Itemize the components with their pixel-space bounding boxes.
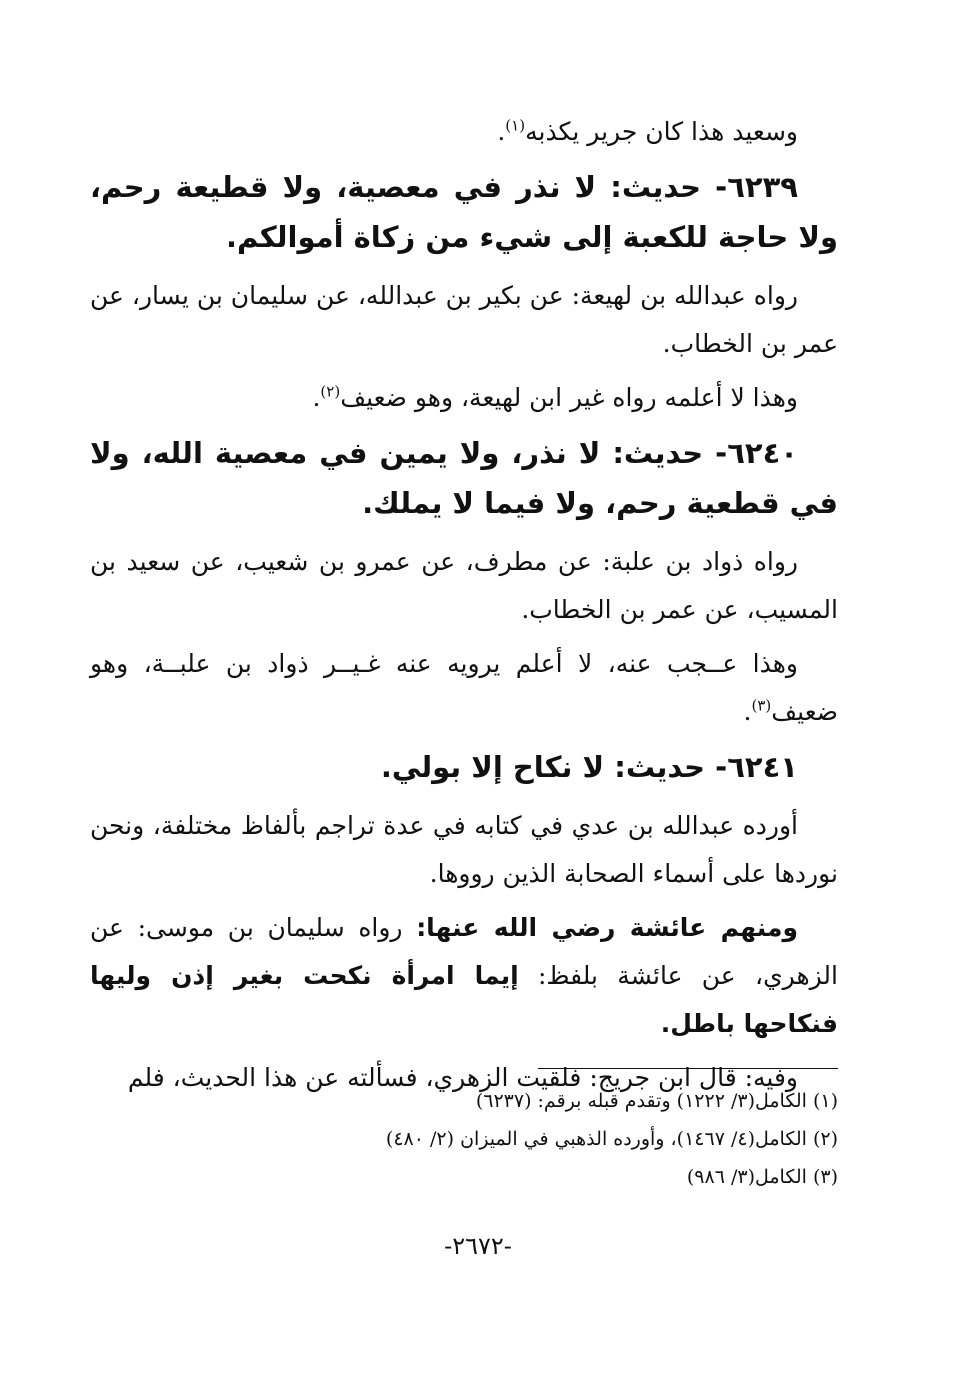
- text: وهذا عــجب عنه، لا أعلم يرويه عنه غـيــر ذواد بن علبــة، وهو ضعيف: [90, 649, 838, 726]
- hadith-6241: ٦٢٤١- حديث: لا نكاح إلا بولي.: [380, 750, 798, 784]
- footnote-ref: (٣): [751, 696, 772, 715]
- text-end: .: [312, 383, 321, 412]
- footnote-ref: (١): [505, 116, 526, 135]
- footnote-2: (٢) الكامل(٤/ ١٤٦٧)، وأورده الذهبي في الميزان (٢/ ٤٨٠): [385, 1128, 838, 1150]
- page-number: -٢٦٧٢-: [444, 1232, 512, 1260]
- footnotes: [98, 1082, 838, 1196]
- hadith-6239: ٦٢٣٩- حديث: لا نذر في معصية، ولا قطيعة رحم، ولا حاجة للكعبة إلى شيء من زكاة أموالكم.: [90, 170, 838, 254]
- paragraph-said: [90, 108, 838, 156]
- paragraph-ibn-jurayj: وفيه: قال ابن جريج: فلقيت الزهري، فسألته عن هذا الحديث، فلم: [127, 1063, 798, 1092]
- footnote-3: (٣) الكامل(٣/ ٩٨٦): [686, 1166, 838, 1188]
- main-text: [90, 108, 838, 1108]
- hadith-6240: ٦٢٤٠- حديث: لا نذر، ولا يمين في معصية الله، ولا في قطعية رحم، ولا فيما لا يملك.: [90, 436, 838, 520]
- paragraph-comment: [90, 640, 838, 736]
- text-end: .: [497, 117, 506, 146]
- text-end: .: [743, 697, 752, 726]
- bold-hadith-text: إيما امرأة نكحت بغير إذن وليها فنكاحها باطل.: [90, 961, 838, 1038]
- footnote-1: (١) الكامل(٣/ ١٢٢٢) وتقدم قبله برقم: (٦٢٣٧): [475, 1090, 838, 1112]
- paragraph-narration: رواه عبدالله بن لهيعة: عن بكير بن عبدالله، عن سليمان بن يسار، عن عمر بن الخطاب.: [90, 281, 838, 358]
- footnote-ref: (٢): [320, 382, 341, 401]
- paragraph-narration: رواه ذواد بن علبة: عن مطرف، عن عمرو بن شعيب، عن سعيد بن المسيب، عن عمر بن الخطاب.: [90, 547, 838, 624]
- footnote-divider: [538, 1068, 838, 1069]
- paragraph-ibn-adi: أورده عبدالله بن عدي في كتابه في عدة تراجم بألفاظ مختلفة، ونحن نوردها على أسماء الصحابة الذين رووها.: [90, 811, 838, 888]
- paragraph-comment: [90, 374, 838, 422]
- bold-heading: ومنهم عائشة رضي الله عنها:: [416, 913, 799, 942]
- text: وسعيد هذا كان جرير يكذبه: [525, 117, 798, 146]
- text: رواه سليمان بن موسى: عن الزهري، عن عائشة بلفظ:: [90, 913, 838, 990]
- text: وهذا لا أعلمه رواه غير ابن لهيعة، وهو ضعيف: [340, 383, 798, 412]
- paragraph-aisha: [90, 904, 838, 1048]
